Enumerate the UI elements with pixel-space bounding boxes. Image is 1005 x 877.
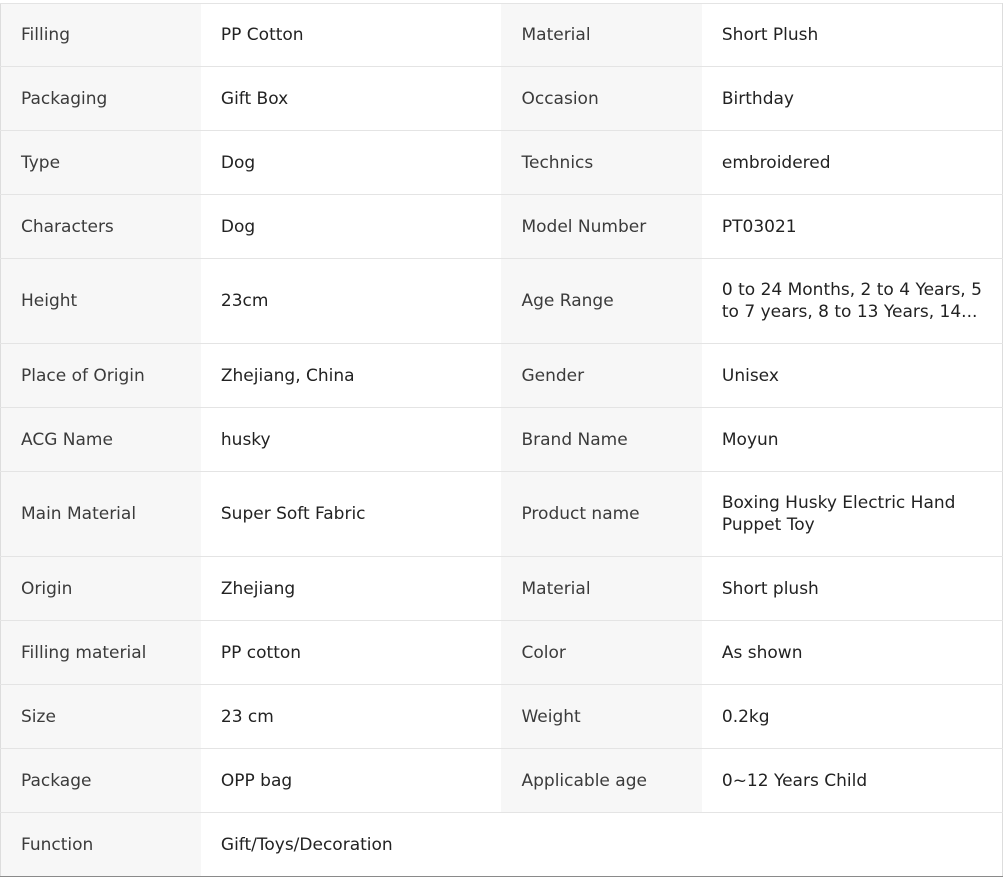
- attribute-label: Model Number: [501, 195, 701, 259]
- attribute-label: Brand Name: [501, 408, 701, 472]
- attribute-value: [702, 259, 1003, 344]
- table-row: [1, 344, 1003, 408]
- attribute-label: Function: [1, 813, 201, 877]
- attribute-label: Filling material: [1, 621, 201, 685]
- attribute-value: Short Plush: [702, 4, 1003, 67]
- attribute-label: Place of Origin: [1, 344, 201, 408]
- attribute-label: Filling: [1, 4, 201, 67]
- attribute-value: 23 cm: [201, 685, 502, 749]
- attribute-label: Size: [1, 685, 201, 749]
- attribute-label: Type: [1, 131, 201, 195]
- attribute-value: PT03021: [702, 195, 1003, 259]
- attribute-value: Super Soft Fabric: [201, 472, 502, 557]
- attribute-label: Origin: [1, 557, 201, 621]
- attribute-label: Weight: [501, 685, 701, 749]
- attribute-value: embroidered: [702, 131, 1003, 195]
- table-row: [1, 131, 1003, 195]
- attribute-value-text: Boxing Husky Electric Hand Puppet Toy: [721, 493, 956, 535]
- table-row: [1, 4, 1003, 67]
- attribute-label: Package: [1, 749, 201, 813]
- attribute-label: Applicable age: [501, 749, 701, 813]
- table-row: [1, 67, 1003, 131]
- attribute-value: Zhejiang: [201, 557, 502, 621]
- empty-cell: [702, 813, 1003, 877]
- table-row: [1, 621, 1003, 685]
- table-row: [1, 749, 1003, 813]
- attribute-value: Dog: [201, 131, 502, 195]
- attribute-label: Technics: [501, 131, 701, 195]
- attribute-label: Height: [1, 259, 201, 344]
- attribute-label: Material: [501, 4, 701, 67]
- attribute-value: husky: [201, 408, 502, 472]
- attribute-value: Gift Box: [201, 67, 502, 131]
- attribute-label: Product name: [501, 472, 701, 557]
- attribute-value: Short plush: [702, 557, 1003, 621]
- attribute-value: Birthday: [702, 67, 1003, 131]
- attribute-value: PP Cotton: [201, 4, 502, 67]
- attribute-value: 0.2kg: [702, 685, 1003, 749]
- attribute-label: Occasion: [501, 67, 701, 131]
- attribute-label: ACG Name: [1, 408, 201, 472]
- attribute-value: Moyun: [702, 408, 1003, 472]
- empty-cell: [501, 813, 701, 877]
- attribute-label: Age Range: [501, 259, 701, 344]
- attribute-value: Dog: [201, 195, 502, 259]
- table-row: [1, 685, 1003, 749]
- attribute-value: 0~12 Years Child: [702, 749, 1003, 813]
- attribute-value: Unisex: [702, 344, 1003, 408]
- attribute-value-text: 0 to 24 Months, 2 to 4 Years, 5 to 7 years, 8 to 13 Years, 14...: [721, 280, 982, 322]
- attribute-label: Packaging: [1, 67, 201, 131]
- product-attributes-table: [0, 3, 1003, 877]
- attribute-value: Gift/Toys/Decoration: [201, 813, 502, 877]
- attribute-value: Zhejiang, China: [201, 344, 502, 408]
- table-row: [1, 408, 1003, 472]
- attribute-value: OPP bag: [201, 749, 502, 813]
- attribute-label: Gender: [501, 344, 701, 408]
- attribute-label: Color: [501, 621, 701, 685]
- table-row: [1, 557, 1003, 621]
- table-row: [1, 195, 1003, 259]
- attribute-label: Material: [501, 557, 701, 621]
- attribute-value: PP cotton: [201, 621, 502, 685]
- table-row: [1, 259, 1003, 344]
- attribute-value: As shown: [702, 621, 1003, 685]
- table-row: [1, 472, 1003, 557]
- attribute-label: Characters: [1, 195, 201, 259]
- attribute-value: [702, 472, 1003, 557]
- table-row: [1, 813, 1003, 877]
- attribute-label: Main Material: [1, 472, 201, 557]
- attribute-value: 23cm: [201, 259, 502, 344]
